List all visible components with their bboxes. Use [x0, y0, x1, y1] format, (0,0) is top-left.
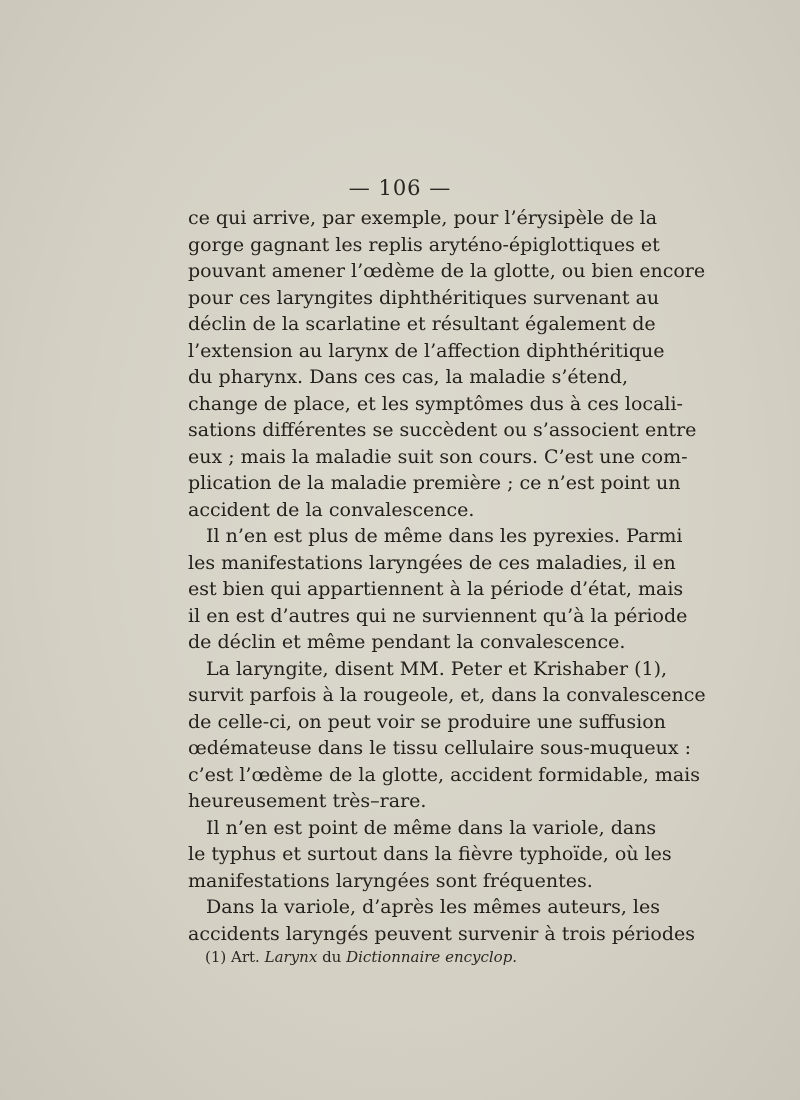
text-line: accident de la convalescence.	[188, 498, 475, 521]
text-line: change de place, et les symptômes dus à ces locali-	[188, 392, 683, 415]
text-line: de déclin et même pendant la convalescence.	[188, 631, 626, 653]
text-line: manifestations laryngées sont fréquentes.	[188, 869, 593, 892]
text-line: accidents laryngés peuvent survenir à trois périodes	[188, 922, 695, 945]
text-line: eux ; mais la maladie suit son cours. C’est une com-	[188, 445, 688, 468]
text-line: les manifestations laryngées de ces maladies, il en	[188, 551, 676, 574]
text-line: La laryngite, disent MM. Peter et Krishaber (1),	[206, 657, 668, 680]
text-line: gorge gagnant les replis aryténo-épiglottiques et	[188, 233, 660, 256]
footnote-source: Dictionnaire encyclop.	[346, 948, 518, 966]
text-line: sations différentes se succèdent ou s’associent entre	[188, 419, 697, 441]
text-line: c’est l’œdème de la glotte, accident formidable, mais	[188, 763, 700, 786]
text-line: pour ces laryngites diphthéritiques survenant au	[188, 286, 660, 309]
text-line: pouvant amener l’œdème de la glotte, ou bien encore	[188, 260, 706, 282]
text-line: plication de la maladie première ; ce n’est point un	[188, 472, 681, 494]
text-line: survit parfois à la rougeole, et, dans la convalescence	[188, 684, 706, 706]
text-line: l’extension au larynx de l’affection diphthéritique	[188, 339, 665, 362]
text-line: Il n’en est point de même dans la variole, dans	[206, 816, 657, 839]
text-line: déclin de la scarlatine et résultant également de	[188, 313, 656, 335]
footnote	[205, 948, 517, 966]
text-line: est bien qui appartiennent à la période d’état, mais	[188, 578, 684, 600]
text-line: œdémateuse dans le tissu cellulaire sous-muqueux :	[188, 737, 692, 759]
text-line: le typhus et surtout dans la fièvre typhoïde, où les	[188, 843, 672, 865]
footnote-term: Larynx	[264, 948, 318, 966]
text-line: Il n’en est plus de même dans les pyrexies. Parmi	[206, 525, 683, 547]
footnote-number: (1) Art.	[205, 948, 260, 966]
text-line: Dans la variole, d’après les mêmes auteurs, les	[206, 896, 660, 918]
text-line: du pharynx. Dans ces cas, la maladie s’étend,	[188, 366, 628, 388]
text-line: de celle-ci, on peut voir se produire une suffusion	[188, 710, 666, 733]
footnote-connector: du	[322, 948, 342, 966]
text-line: ce qui arrive, par exemple, pour l’érysipèle de la	[188, 207, 658, 229]
text-line: heureusement très–rare.	[188, 790, 427, 812]
body-text	[188, 205, 706, 947]
page-number: — 106 —	[348, 176, 452, 200]
text-line: il en est d’autres qui ne surviennent qu’à la période	[188, 604, 688, 627]
